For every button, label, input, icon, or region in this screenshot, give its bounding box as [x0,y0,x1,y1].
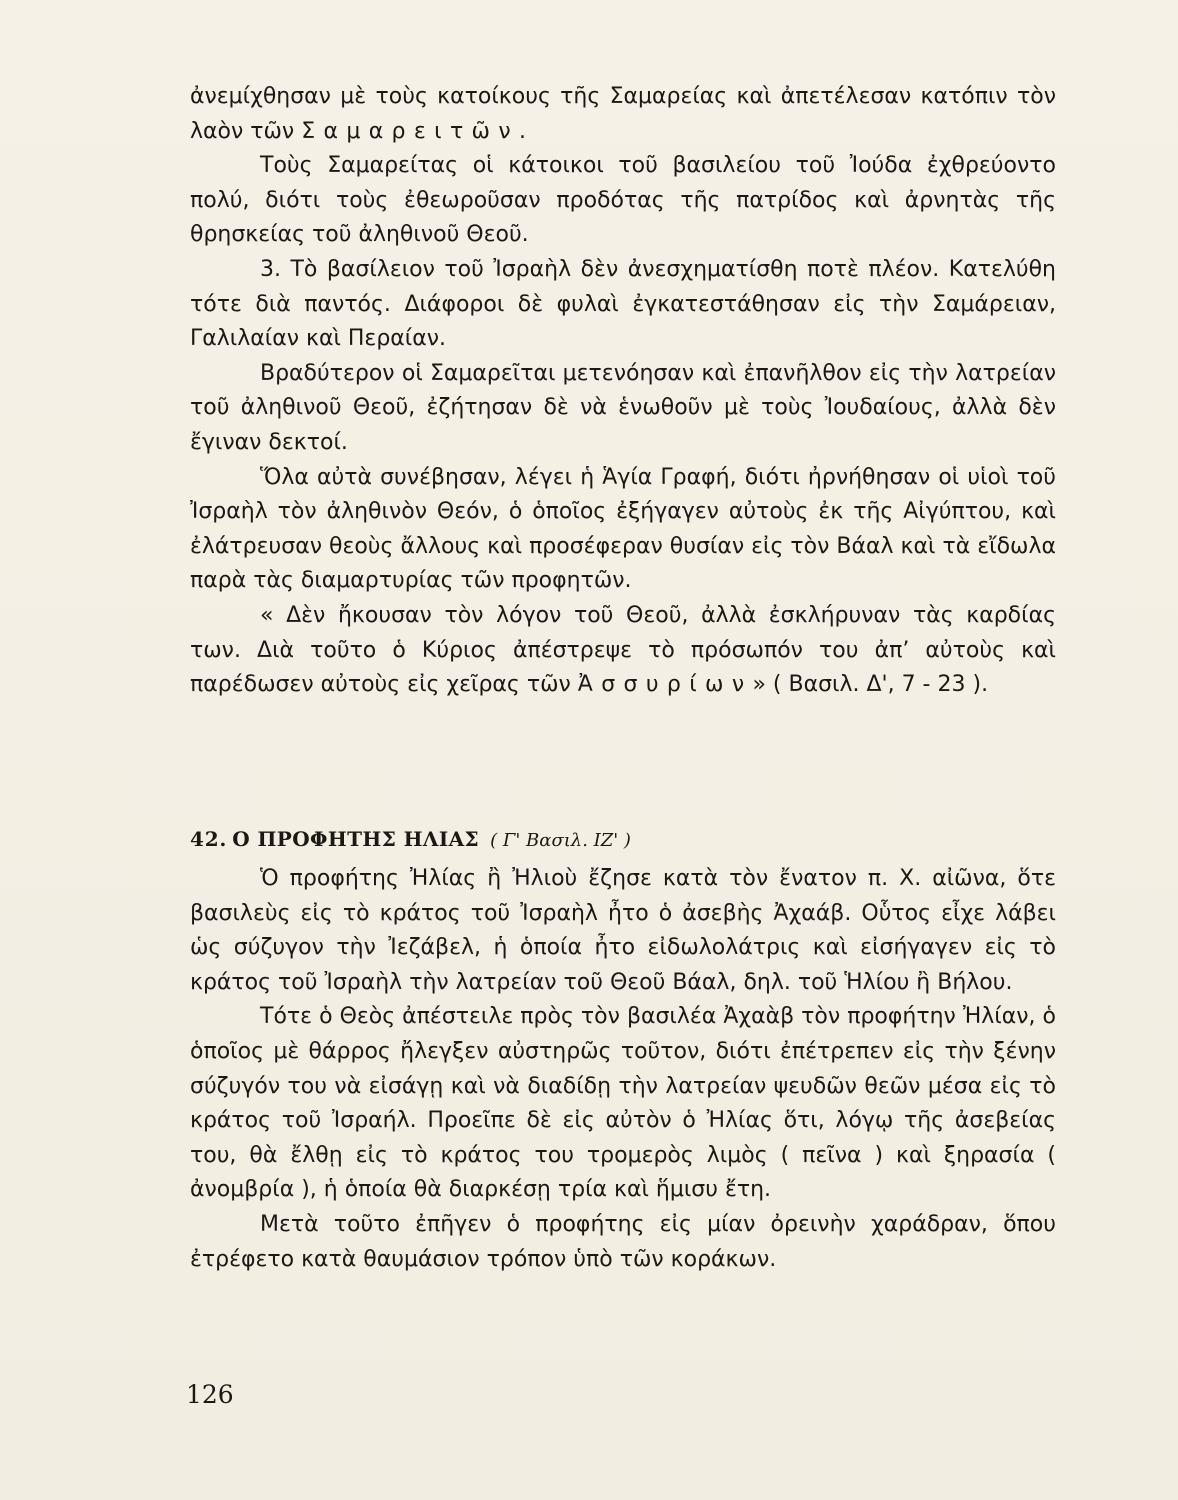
paragraph: 3. Τὸ βασίλειον τοῦ Ἰσραὴλ δὲν ἀνεσχηματίσθη ποτὲ πλέον. Κατελύθη τότε διὰ παντός. Διάφοροι δὲ φυλαὶ ἐγκατεστάθησαν εἰς τὴν Σαμάρειαν, Γαλιλαίαν καὶ Περαίαν. [190,256,1056,352]
paragraph: Ὅλα αὐτὰ συνέβησαν, λέγει ἡ Ἁγία Γραφή, διότι ἠρνήθησαν οἱ υἱοὶ τοῦ Ἰσραὴλ τὸν ἀληθινὸν Θεόν, ὁ ὁποῖος ἐξήγαγεν αὐτοὺς ἐκ τῆς Αἰγύπτου, καὶ ἐλάτρευσαν θεοὺς ἄλλους καὶ προσέφεραν θυσίαν εἰς τὸν Βάαλ καὶ τὰ εἴδωλα παρὰ τὰς διαμαρτυρίας τῶν προφητῶν. [190,464,1056,594]
body-text-top [190,80,1056,703]
page-number: 126 [186,1380,234,1409]
paragraph: Βραδύτερον οἱ Σαμαρεῖται μετενόησαν καὶ ἐπανῆλθον εἰς τὴν λατρείαν τοῦ ἀληθινοῦ Θεοῦ, ἐζήτησαν δὲ νὰ ἑνωθοῦν μὲ τοὺς Ἰουδαίους, ἀλλὰ δὲν ἔγιναν δεκτοί. [190,360,1056,455]
quotation-paragraph: « Δὲν ἤκουσαν τὸν λόγον τοῦ Θεοῦ, ἀλλὰ ἐσκλήρυναν τὰς καρδίας των. Διὰ τοῦτο ὁ Κύριος ἀπέστρεψε τὸ πρόσωπόν του ἀπ’ αὐτοὺς καὶ παρέδωσεν αὐτοὺς εἰς χεῖρας τῶν Ἀσσυρίων» ( Βασιλ. Δ', 7 - 23 ). [190,602,1056,698]
paragraph: Τοὺς Σαμαρείτας οἱ κάτοικοι τοῦ βασιλείου τοῦ Ἰούδα ἐχθρεύοντο πολύ, διότι τοὺς ἐθεωροῦσαν προδότας τῆς πατρίδος καὶ ἀρνητὰς τῆς θρησκείας τοῦ ἀληθινοῦ Θεοῦ. [190,153,1056,248]
paragraph: Μετὰ τοῦτο ἐπῆγεν ὁ προφήτης εἰς μίαν ὀρεινὴν χαράδραν, ὅπου ἐτρέφετο κατὰ θαυμάσιον τρόπον ὑπὸ τῶν κοράκων. [190,1211,1056,1272]
paragraph: Ὁ προφήτης Ἠλίας ἢ Ἠλιοὺ ἔζησε κατὰ τὸν ἔνατον π. Χ. αἰῶνα, ὅτε βασιλεὺς εἰς τὸ κράτος τοῦ Ἰσραὴλ ἦτο ὁ ἀσεβὴς Ἀχαάβ. Οὗτος εἶχε λάβει ὡς σύζυγον τὴν Ἰεζάβελ, ἡ ὁποία ἦτο εἰδωλολάτρις καὶ εἰσήγαγεν εἰς τὸ κράτος τοῦ Ἰσραὴλ τὴν λατρείαν τοῦ Θεοῦ Βάαλ, δηλ. τοῦ Ἡλίου ἢ Βήλου. [190,866,1056,995]
spaced-word: Σαμαρειτῶν. [301,118,535,144]
body-text-bottom [190,862,1056,1277]
spaced-word: Ἀσσυρίων [577,672,753,698]
paragraph: Τότε ὁ Θεὸς ἀπέστειλε πρὸς τὸν βασιλέα Ἀχαὰβ τὸν προφήτην Ἠλίαν, ὁ ὁποῖος μὲ θάρρος ἤλεγξεν αὐστηρῶς τοῦτον, διότι ἐπέτρεπεν εἰς τὴν ξένην σύζυγόν του νὰ εἰσάγῃ καὶ νὰ διαδίδῃ τὴν λατρείαν ψευδῶν θεῶν μέσα εἰς τὸ κράτος τοῦ Ἰσραήλ. Προεῖπε δὲ εἰς αὐτὸν ὁ Ἠλίας ὅτι, λόγῳ τῆς ἀσεβείας του, θὰ ἔλθῃ εἰς τὸ κράτος του τρομερὸς λιμὸς ( πεῖνα ) καὶ ξηρασία ( ἀνομβρία ), ἡ ὁποία θὰ διαρκέσῃ τρία καὶ ἥμισυ ἔτη. [190,1004,1056,1203]
section-heading [190,822,1056,858]
paragraph: ἀνεμίχθησαν μὲ τοὺς κατοίκους τῆς Σαμαρείας καὶ ἀπετέλεσαν κατόπιν τὸν λαὸν τῶν Σαμαρειτῶν. [190,84,1056,144]
section-reference: ( Γ' Βασιλ. ΙΖ' ) [490,830,631,851]
section-title: Ο ΠΡΟΦΗΤΗΣ ΗΛΙΑΣ [232,827,480,851]
section-number: 42. [190,827,228,851]
